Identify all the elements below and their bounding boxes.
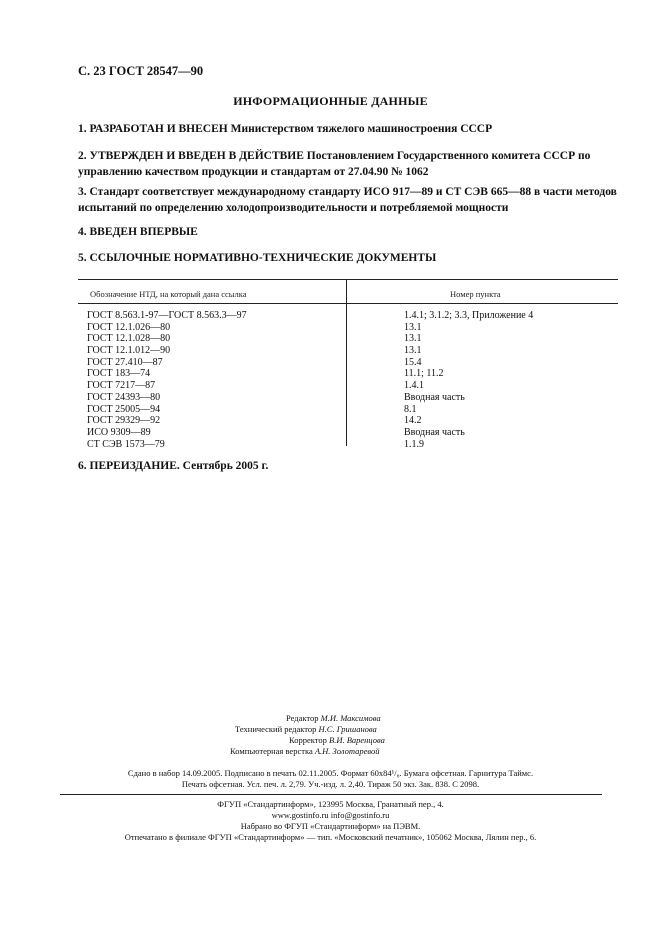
table-cell-document: ГОСТ 24393—80 xyxy=(87,391,161,403)
credit-role: Корректор xyxy=(289,735,327,745)
table-cell-clause: Вводная часть xyxy=(404,426,465,438)
table-cell-document: ГОСТ 7217—87 xyxy=(87,380,156,392)
reference-table xyxy=(78,279,618,450)
print-info-line-1: Сдано в набор 14.09.2005. Подписано в печать 02.11.2005. Формат 60х84¹/₈. Бумага офсетная. Гарнитура Таймс. xyxy=(127,768,534,778)
credit-role: Технический редактор xyxy=(235,724,317,734)
table-header-rule xyxy=(78,303,618,304)
item-text: Министерством тяжелого машиностроения СССР xyxy=(227,123,493,135)
table-column-clauses xyxy=(404,310,533,450)
item-number: 5. xyxy=(78,252,87,264)
item-lead: РАЗРАБОТАН И ВНЕСЕН xyxy=(89,123,228,135)
document-title: ИНФОРМАЦИОННЫЕ ДАННЫЕ xyxy=(233,94,428,108)
credit-person: А.Н. Золотаревой xyxy=(314,746,380,756)
info-item-2 xyxy=(78,148,618,180)
publisher-line-3: Набрано во ФГУП «Стандартинформ» на ПЭВМ. xyxy=(240,821,421,831)
info-item-4 xyxy=(78,224,618,240)
publisher-line-1: ФГУП «Стандартинформ», 123995 Москва, Гранатный пер., 4. xyxy=(217,799,444,809)
item-lead: ПЕРЕИЗДАНИЕ. xyxy=(89,460,180,472)
table-cell-clause: 11.1; 11.2 xyxy=(404,368,444,380)
publisher-line-4: Отпечатано в филиале ФГУП «Стандартинформ» — тип. «Московский печатник», 105062 Москва, Лялин пер., 6. xyxy=(124,832,537,842)
table-cell-clause: 15.4 xyxy=(404,356,422,368)
table-header-document: Обозначение НТД, на который дана ссылка xyxy=(90,289,247,299)
table-cell-document: ГОСТ 12.1.012—90 xyxy=(87,345,171,357)
info-item-1 xyxy=(78,121,618,137)
credit-layout xyxy=(230,746,379,757)
table-cell-document: ИСО 9309—89 xyxy=(87,426,151,438)
credit-role: Редактор xyxy=(286,713,319,723)
table-header-clause: Номер пункта xyxy=(450,289,501,299)
item-number: 1. xyxy=(78,123,87,135)
info-item-5 xyxy=(78,250,618,266)
table-cell-clause: 13.1 xyxy=(404,333,422,345)
table-column-documents xyxy=(87,310,247,450)
info-item-3 xyxy=(78,184,618,216)
item-lead: ВВЕДЕН ВПЕРВЫЕ xyxy=(89,226,198,238)
table-cell-document: СТ СЭВ 1573—79 xyxy=(87,438,165,450)
credit-person: М.И. Максимова xyxy=(320,713,381,723)
credit-technical-editor xyxy=(235,724,377,735)
credit-editor xyxy=(286,713,381,724)
item-number: 6. xyxy=(78,460,87,472)
table-cell-clause: 13.1 xyxy=(404,321,422,333)
item-text: Сентябрь 2005 г. xyxy=(179,460,269,472)
table-cell-clause: 1.1.9 xyxy=(404,438,424,450)
publisher-line-2: www.gostinfo.ru info@gostinfo.ru xyxy=(271,810,390,820)
table-cell-clause: 1.4.1 xyxy=(404,380,424,392)
table-top-rule xyxy=(78,279,618,280)
item-number: 2. xyxy=(78,150,87,162)
item-number: 4. xyxy=(78,226,87,238)
table-cell-document: ГОСТ 12.1.026—80 xyxy=(87,321,171,333)
info-item-6 xyxy=(78,458,618,474)
item-lead: ССЫЛОЧНЫЕ НОРМАТИВНО-ТЕХНИЧЕСКИЕ ДОКУМЕНТЫ xyxy=(89,252,437,264)
imprint-divider xyxy=(60,794,602,795)
page-header: С. 23 ГОСТ 28547—90 xyxy=(78,64,204,78)
table-cell-document: ГОСТ 25005—94 xyxy=(87,403,161,415)
table-cell-document: ГОСТ 29329—92 xyxy=(87,415,161,427)
print-info-line-2: Печать офсетная. Усл. печ. л. 2,79. Уч.-изд. л. 2,40. Тираж 50 экз. Зак. 838. С 2098. xyxy=(181,779,480,789)
item-number: 3. xyxy=(78,186,87,198)
table-cell-clause: 8.1 xyxy=(404,403,417,415)
credit-person: В.И. Варенцова xyxy=(329,735,385,745)
table-cell-clause: 13.1 xyxy=(404,345,422,357)
credit-role: Компьютерная верстка xyxy=(230,746,313,756)
table-cell-document: ГОСТ 27.410—87 xyxy=(87,356,163,368)
item-text: Постановлением Государственного комитета СССР по управлению качеством продукции и стандартам от 27.04.90 № 1062 xyxy=(78,150,591,178)
item-lead: УТВЕРЖДЕН И ВВЕДЕН В ДЕЙСТВИЕ xyxy=(89,150,304,162)
table-cell-document: ГОСТ 12.1.028—80 xyxy=(87,333,171,345)
table-cell-clause: 14.2 xyxy=(404,415,422,427)
item-text: Стандарт соответствует международному стандарту ИСО 917—89 и СТ СЭВ 665—88 в части методов испытаний по определению холодопроизводительности и потребляемой мощности xyxy=(78,186,617,214)
table-cell-document: ГОСТ 183—74 xyxy=(87,368,151,380)
table-cell-clause: 1.4.1; 3.1.2; 3.3, Приложение 4 xyxy=(404,310,534,321)
table-column-divider xyxy=(346,279,347,446)
table-cell-document: ГОСТ 8.563.1-97—ГОСТ 8.563.3—97 xyxy=(87,310,247,321)
credit-person: Н.С. Гришанова xyxy=(318,724,377,734)
table-cell-clause: Вводная часть xyxy=(404,391,465,403)
credit-proofreader xyxy=(289,735,385,746)
